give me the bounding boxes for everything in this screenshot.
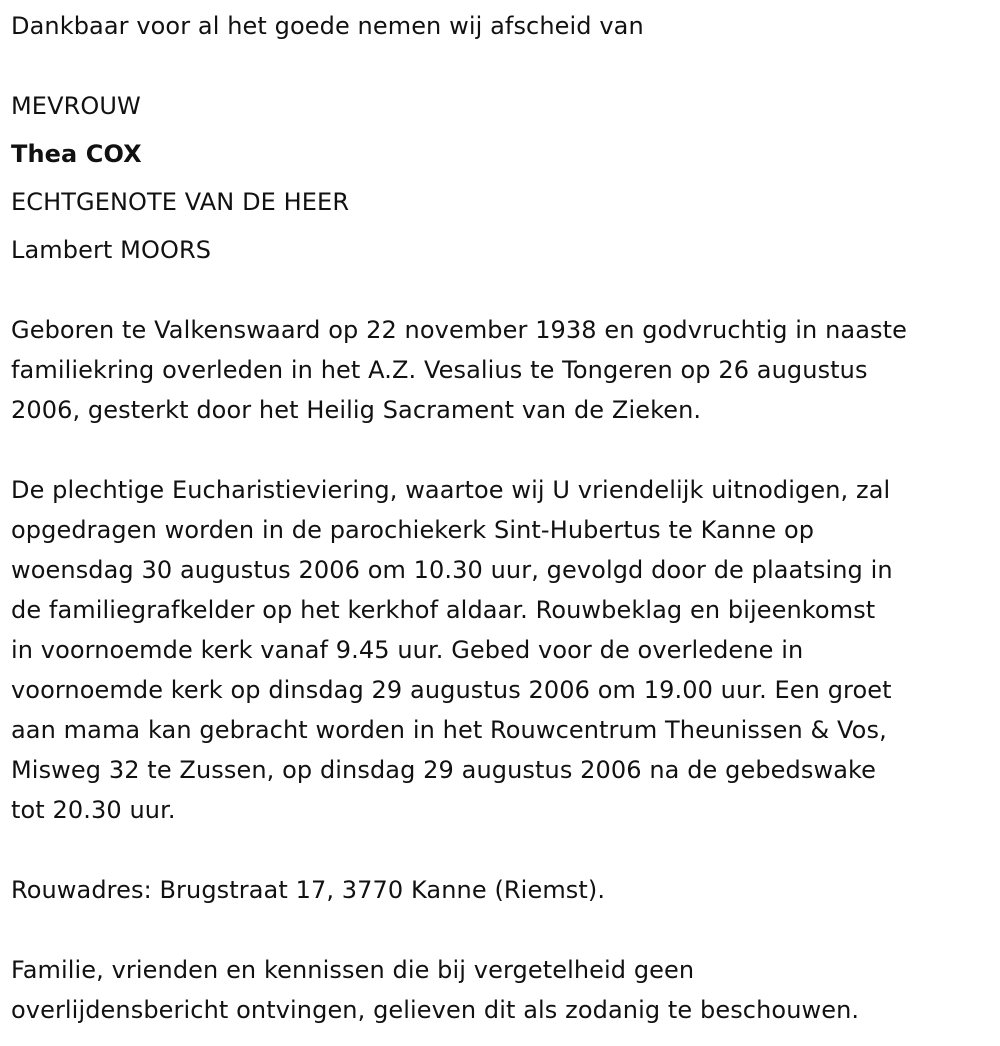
paragraph-line: voornoemde kerk op dinsdag 29 augustus 2006 om 19.00 uur. Een groet: [11, 676, 892, 704]
paragraph-line: 2006, gesterkt door het Heilig Sacrament van de Zieken.: [11, 396, 702, 424]
paragraph-line: Geboren te Valkenswaard op 22 november 1938 en godvruchtig in naaste: [11, 316, 907, 344]
paragraph-line: De plechtige Eucharistieviering, waartoe wij U vriendelijk uitnodigen, zal: [11, 476, 891, 504]
paragraph-line: familiekring overleden in het A.Z. Vesalius te Tongeren op 26 augustus: [11, 356, 868, 384]
paragraph-line: Familie, vrienden en kennissen die bij vergetelheid geen: [11, 956, 695, 984]
paragraph-line: in voornoemde kerk vanaf 9.45 uur. Gebed voor de overledene in: [11, 636, 804, 664]
intro-text: Dankbaar voor al het goede nemen wij afscheid van: [11, 12, 644, 40]
deceased-name: Thea COX: [11, 140, 142, 168]
paragraph-line: tot 20.30 uur.: [11, 796, 176, 824]
paragraph-line: opgedragen worden in de parochiekerk Sint-Hubertus te Kanne op: [11, 516, 815, 544]
mourning-address: Rouwadres: Brugstraat 17, 3770 Kanne (Riemst).: [11, 876, 606, 904]
paragraph-line: woensdag 30 augustus 2006 om 10.30 uur, gevolgd door de plaatsing in: [11, 556, 893, 584]
paragraph-line: aan mama kan gebracht worden in het Rouwcentrum Theunissen & Vos,: [11, 716, 887, 744]
title-prefix: MEVROUW: [11, 92, 141, 120]
paragraph-line: Misweg 32 te Zussen, op dinsdag 29 augustus 2006 na de gebedswake: [11, 756, 877, 784]
spouse-name: Lambert MOORS: [11, 236, 212, 264]
spouse-prefix: ECHTGENOTE VAN DE HEER: [11, 188, 350, 216]
ceremony-paragraph: [11, 470, 993, 830]
paragraph-line: overlijdensbericht ontvingen, gelieven dit als zodanig te beschouwen.: [11, 996, 860, 1024]
closing-paragraph: [11, 950, 993, 1030]
birth-death-paragraph: [11, 310, 993, 430]
paragraph-line: de familiegrafkelder op het kerkhof aldaar. Rouwbeklag en bijeenkomst: [11, 596, 876, 624]
